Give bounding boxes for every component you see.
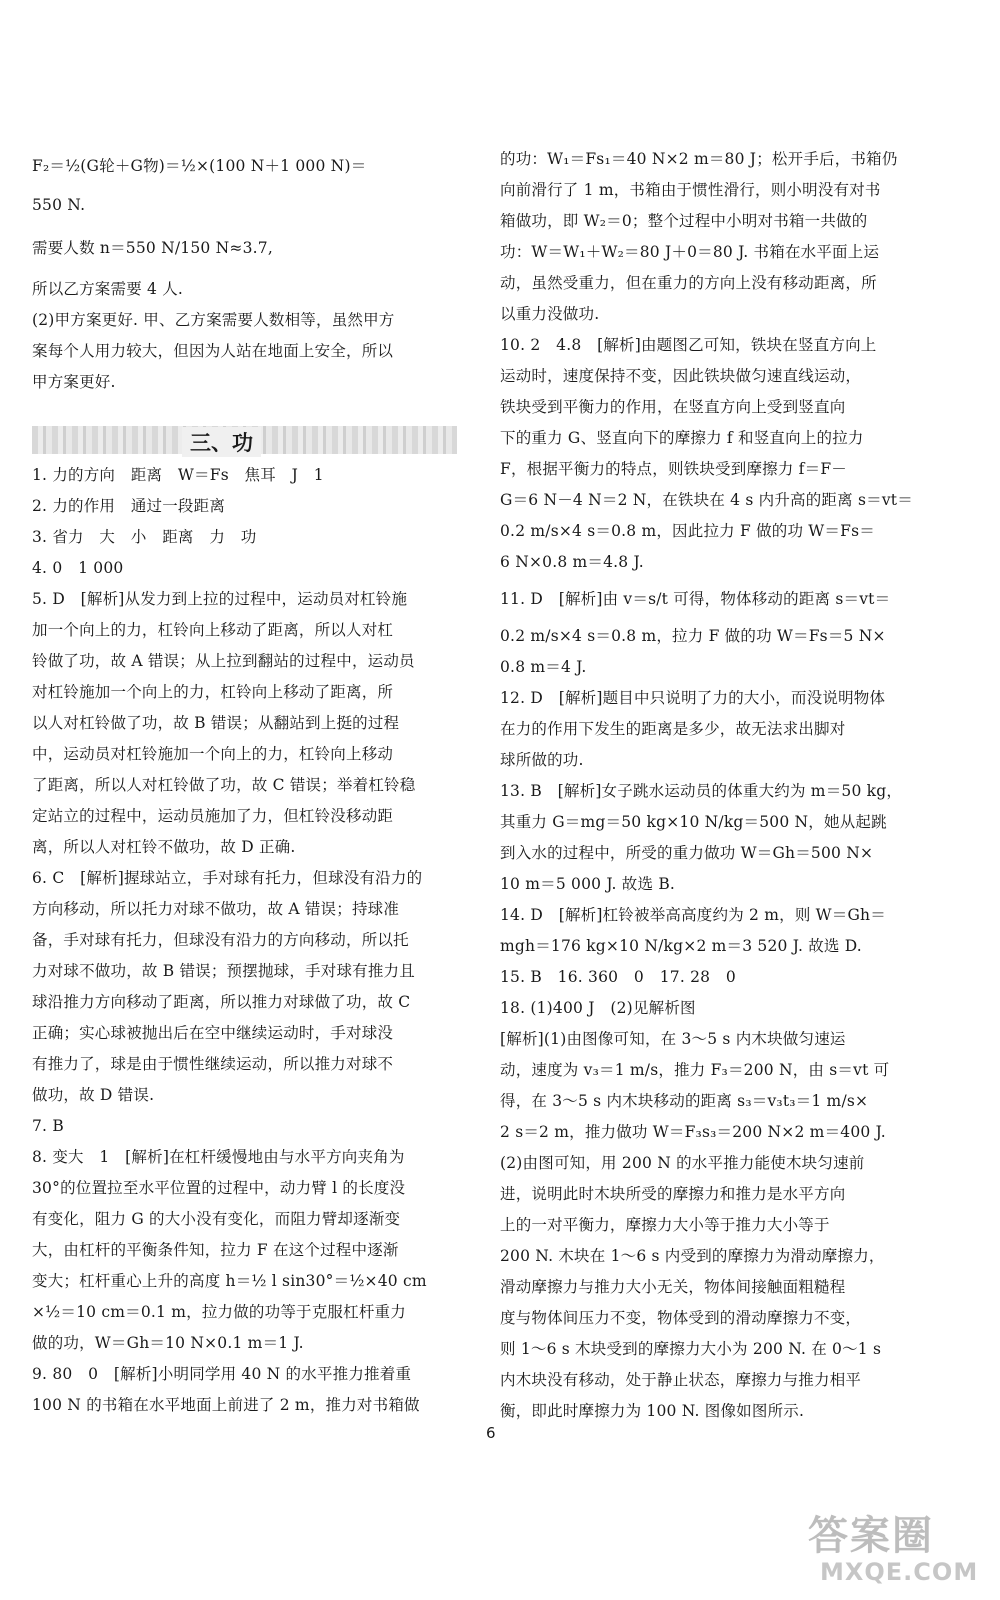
- answer-line: 5. D [解析]从发力到上拉的过程中，运动员对杠铃施: [32, 590, 408, 608]
- answer-line: 1. 力的方向 距离 W＝Fs 焦耳 J 1: [32, 466, 324, 484]
- answer-line: 正确；实心球被抛出后在空中继续运动时，手对球没: [32, 1024, 394, 1042]
- answer-line: 中，运动员对杠铃施加一个向上的力，杠铃向上移动: [32, 745, 394, 763]
- answer-line: 9. 80 0 [解析]小明同学用 40 N 的水平推力推着重: [32, 1365, 412, 1383]
- answer-line: 15. B 16. 360 0 17. 28 0: [500, 968, 736, 986]
- answer-line: 10. 2 4.8 [解析]由题图乙可知，铁块在竖直方向上: [500, 336, 877, 354]
- answer-line: 动，速度为 v₃＝1 m/s，推力 F₃＝200 N，由 s＝vt 可: [500, 1061, 890, 1079]
- answer-line: [解析](1)由图像可知，在 3～5 s 内木块做匀速运: [500, 1030, 846, 1048]
- answer-line: 4. 0 1 000: [32, 559, 124, 577]
- answer-line: 球所做的功.: [500, 751, 584, 769]
- answer-line: 的功：W₁＝Fs₁＝40 N×2 m＝80 J；松开手后，书箱仍: [500, 150, 898, 168]
- answer-line: 铁块受到平衡力的作用，在竖直方向上受到竖直向: [500, 398, 846, 416]
- answer-line: 加一个向上的力，杠铃向上移动了距离，所以人对杠: [32, 621, 394, 639]
- answer-line: 做的功，W＝Gh＝10 N×0.1 m＝1 J.: [32, 1334, 304, 1352]
- answer-line: (2)由图可知，用 200 N 的水平推力能使木块匀速前: [500, 1154, 865, 1172]
- answer-line: 度与物体间压力不变，物体受到的滑动摩擦力不变，: [500, 1309, 862, 1327]
- answer-line: 得，在 3～5 s 内木块移动的距离 s₃＝v₃t₃＝1 m/s×: [500, 1092, 869, 1110]
- answer-line: 18. (1)400 J (2)见解析图: [500, 999, 696, 1017]
- answer-line: ×½＝10 cm＝0.1 m，拉力做的功等于克服杠杆重力: [32, 1303, 406, 1321]
- answer-line: 6. C [解析]握球站立，手对球有托力，但球没有沿力的: [32, 869, 423, 887]
- answer-line: 内木块没有移动，处于静止状态，摩擦力与推力相平: [500, 1371, 862, 1389]
- text-line: F₂＝½(G轮＋G物)＝½×(100 N＋1 000 N)＝: [32, 157, 367, 175]
- answer-line: F，根据平衡力的特点，则铁块受到摩擦力 f＝F－: [500, 460, 847, 478]
- answer-line: 0.2 m/s×4 s＝0.8 m，因此拉力 F 做的功 W＝Fs＝: [500, 522, 875, 540]
- answer-line: 3. 省力 大 小 距离 力 功: [32, 528, 257, 546]
- answer-line: 做功，故 D 错误.: [32, 1086, 155, 1104]
- watermark-url: MXQE.COM: [820, 1558, 979, 1586]
- answer-line: 动，虽然受重力，但在重力的方向上没有移动距离，所: [500, 274, 877, 292]
- answer-line: 到入水的过程中，所受的重力做功 W＝Gh＝500 N×: [500, 844, 874, 862]
- watermark-text: 答案圈: [808, 1513, 934, 1559]
- answer-line: 进，说明此时木块所受的摩擦力和推力是水平方向: [500, 1185, 846, 1203]
- text-line: (2)甲方案更好. 甲、乙方案需要人数相等，虽然甲方: [32, 311, 395, 329]
- page-number: 6: [486, 1424, 496, 1442]
- answer-line: 8. 变大 1 [解析]在杠杆缓慢地由与水平方向夹角为: [32, 1148, 405, 1166]
- answer-line: 30°的位置拉至水平位置的过程中，动力臂 l 的长度没: [32, 1179, 406, 1197]
- answer-line: 6 N×0.8 m＝4.8 J.: [500, 553, 644, 571]
- answer-line: 7. B: [32, 1117, 64, 1135]
- answer-line: 力对球不做功，故 B 错误；预摆抛球，手对球有推力且: [32, 962, 415, 980]
- answer-line: 向前滑行了 1 m，书箱由于惯性滑行，则小明没有对书: [500, 181, 881, 199]
- answer-line: 0.2 m/s×4 s＝0.8 m，拉力 F 做的功 W＝Fs＝5 N×: [500, 627, 886, 645]
- answer-line: 以人对杠铃做了功，故 B 错误；从翻站到上挺的过程: [32, 714, 400, 732]
- answer-line: 上的一对平衡力，摩擦力大小等于推力大小等于: [500, 1216, 830, 1234]
- answer-line: 11. D [解析]由 v＝s/t 可得，物体移动的距离 s＝vt＝: [500, 590, 891, 608]
- answer-line: G＝6 N－4 N＝2 N，在铁块在 4 s 内升高的距离 s＝vt＝: [500, 491, 913, 509]
- text-line: 案每个人用力较大，但因为人站在地面上安全，所以: [32, 342, 394, 360]
- answer-line: 100 N 的书箱在水平地面上前进了 2 m，推力对书箱做: [32, 1396, 420, 1414]
- answer-line: 200 N. 木块在 1～6 s 内受到的摩擦力为滑动摩擦力，: [500, 1247, 885, 1265]
- answer-line: 定站立的过程中，运动员施加了力，但杠铃没移动距: [32, 807, 394, 825]
- section-title: 三、功: [182, 427, 261, 457]
- answer-line: 大，由杠杆的平衡条件知，拉力 F 在这个过程中逐渐: [32, 1241, 399, 1259]
- text-line: 550 N.: [32, 196, 86, 214]
- text-line: 需要人数 n＝550 N/150 N≈3.7,: [32, 239, 273, 257]
- answer-line: 其重力 G＝mg＝50 kg×10 N/kg＝500 N，她从起跳: [500, 813, 887, 831]
- answer-line: 以重力没做功.: [500, 305, 600, 323]
- answer-line: 球沿推力方向移动了距离，所以推力对球做了功，故 C: [32, 993, 411, 1011]
- answer-line: 滑动摩擦力与推力大小无关，物体间接触面粗糙程: [500, 1278, 846, 1296]
- answer-line: 则 1～6 s 木块受到的摩擦力大小为 200 N. 在 0～1 s: [500, 1340, 882, 1358]
- answer-line: 下的重力 G、竖直向下的摩擦力 f 和竖直向上的拉力: [500, 429, 864, 447]
- answer-line: 有推力了，球是由于惯性继续运动，所以推力对球不: [32, 1055, 394, 1073]
- watermark-logo: [808, 1504, 983, 1592]
- answer-line: 0.8 m＝4 J.: [500, 658, 587, 676]
- answer-line: 变大；杠杆重心上升的高度 h＝½ l sin30°＝½×40 cm: [32, 1272, 427, 1290]
- answer-line: 箱做功，即 W₂＝0；整个过程中小明对书箱一共做的: [500, 212, 868, 230]
- answer-line: 12. D [解析]题目中只说明了力的大小，而没说明物体: [500, 689, 886, 707]
- answer-line: mgh＝176 kg×10 N/kg×2 m＝3 520 J. 故选 D.: [500, 937, 862, 955]
- answer-line: 对杠铃施加一个向上的力，杠铃向上移动了距离，所: [32, 683, 394, 701]
- answer-line: 功：W＝W₁＋W₂＝80 J＋0＝80 J. 书箱在水平面上运: [500, 243, 880, 261]
- answer-line: 衡，即此时摩擦力为 100 N. 图像如图所示.: [500, 1402, 805, 1420]
- answer-line: 运动时，速度保持不变，因此铁块做匀速直线运动，: [500, 367, 862, 385]
- answer-line: 方向移动，所以托力对球不做功，故 A 错误；持球准: [32, 900, 400, 918]
- answer-line: 备，手对球有托力，但球没有沿力的方向移动，所以托: [32, 931, 409, 949]
- section-header-band: [32, 426, 457, 454]
- text-line: 甲方案更好.: [32, 373, 116, 391]
- text-line: 所以乙方案需要 4 人.: [32, 280, 184, 298]
- answer-line: 了距离，所以人对杠铃做了功，故 C 错误；举着杠铃稳: [32, 776, 416, 794]
- answer-line: 10 m＝5 000 J. 故选 B.: [500, 875, 676, 893]
- answer-line: 14. D [解析]杠铃被举高高度约为 2 m，则 W＝Gh＝: [500, 906, 886, 924]
- answer-line: 在力的作用下发生的距离是多少，故无法求出脚对: [500, 720, 846, 738]
- answer-line: 2 s＝2 m，推力做功 W＝F₃s₃＝200 N×2 m＝400 J.: [500, 1123, 886, 1141]
- answer-line: 铃做了功，故 A 错误；从上拉到翻站的过程中，运动员: [32, 652, 415, 670]
- answer-line: 2. 力的作用 通过一段距离: [32, 497, 226, 515]
- answer-line: 有变化，阻力 G 的大小没有变化，而阻力臂却逐渐变: [32, 1210, 401, 1228]
- answer-line: 13. B [解析]女子跳水运动员的体重大约为 m＝50 kg，: [500, 782, 903, 800]
- answer-line: 离，所以人对杠铃不做功，故 D 正确.: [32, 838, 296, 856]
